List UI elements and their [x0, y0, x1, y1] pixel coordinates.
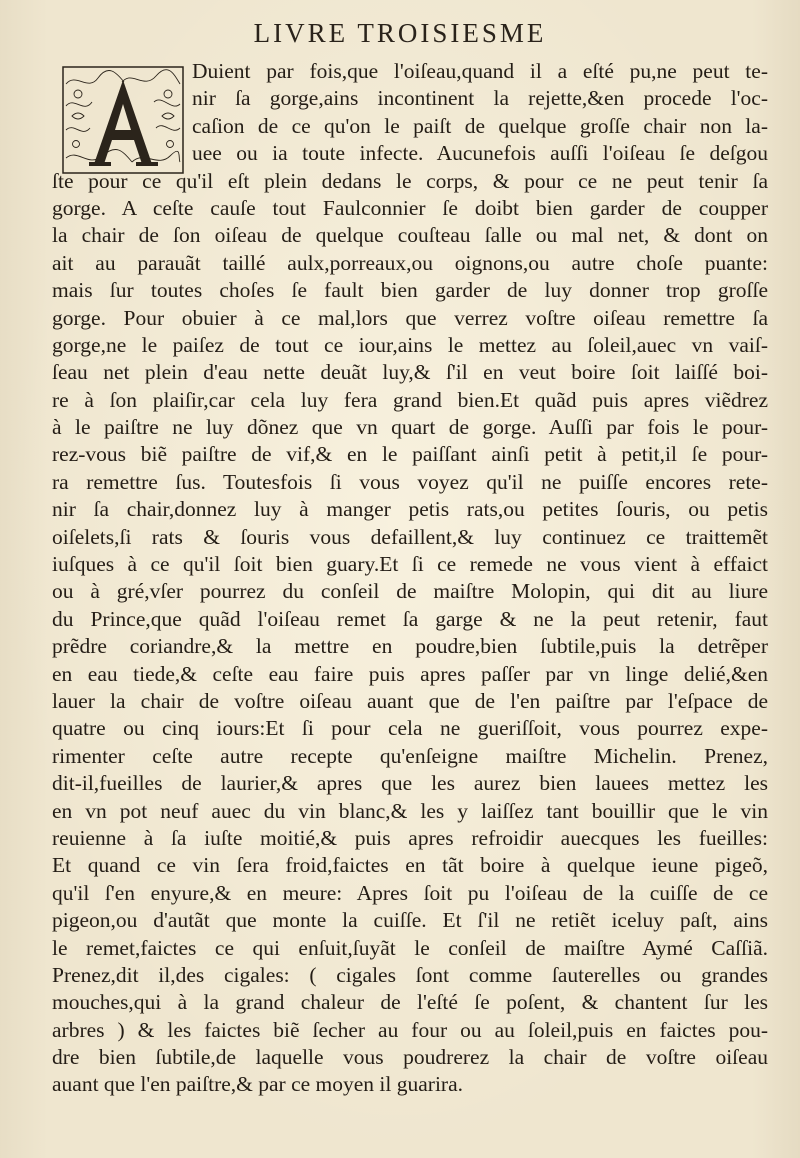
text-line: dit-il,fueilles de laurier,& apres que les aurez bien lauees mettez les — [52, 771, 768, 796]
text-line: du Prince,que quãd l'oiſeau remet ſa garge & ne la peut retenir, faut — [52, 606, 768, 631]
text-line: en vn pot neuf auec du vin blanc,& les y laiſſez tant bouillir que le vin — [52, 798, 768, 823]
text-line: à le paiſtre ne luy dõnez que vn quart de gorge. Auſſi par fois le pour- — [52, 415, 768, 440]
text-line: pigeon,ou d'autãt que monte la cuiſſe. Et ſ'il ne retiẽt iceluy paſt, ains — [52, 908, 768, 933]
body-text — [52, 58, 768, 1099]
text-line: caſion de ce qu'on le paiſt de quelque groſſe chair non la- — [192, 113, 768, 138]
text-line: lauer la chair de voſtre oiſeau auant que de l'en paiſtre par l'eſpace de — [52, 688, 768, 713]
text-line: arbres ) & les faictes biẽ ſecher au four ou au ſoleil,puis en faictes pou- — [52, 1017, 768, 1042]
text-line: nir ſa gorge,ains incontinent la rejette,&en procede l'oc- — [192, 86, 768, 111]
text-line: la chair de ſon oiſeau de quelque couſteau ſalle ou mal net, & dont on — [52, 223, 768, 248]
text-line: mais ſur toutes choſes ſe fault bien garder de luy donner trop groſſe — [52, 278, 768, 303]
text-line: gorge. Pour obuier à ce mal,lors que verrez voſtre oiſeau remettre ſa — [52, 305, 768, 330]
text-line: quatre ou cinq iours:Et ſi pour cela ne gueriſſoit, vous pourrez expe- — [52, 716, 768, 741]
text-line: ſeau net plein d'eau nette deuãt luy,& ſ'il en veut boire ſoit laiſſé boi- — [52, 360, 768, 385]
text-line: rez-vous biẽ paiſtre de vif,& en le paiſſant ainſi petit à petit,il ſe pour- — [52, 442, 768, 467]
text-line: Et quand ce vin ſera froid,faictes en tãt boire à quelque ieune pigeõ, — [52, 853, 768, 878]
text-line: oiſelets,ſi rats & ſouris vous defaillent,& luy continuez ce traittemẽt — [52, 524, 768, 549]
text-line: uee ou ia toute infecte. Aucunefois auſſi l'oiſeau ſe deſgou — [192, 141, 768, 166]
text-line: le remet,faictes ce qui enſuit,ſuyãt le conſeil de maiſtre Aymé Caſſiã. — [52, 935, 768, 960]
text-line: nir ſa chair,donnez luy à manger petis rats,ou petites ſouris, ou petis — [52, 497, 768, 522]
text-line: re à ſon plaiſir,car cela luy fera grand bien.Et quãd puis apres viẽdrez — [52, 387, 768, 412]
text-line: dre bien ſubtile,de laquelle vous poudrerez la chair de voſtre oiſeau — [52, 1045, 768, 1070]
running-head: LIVRE TROISIESME — [253, 18, 547, 48]
text-line: en eau tiede,& ceſte eau faire puis apres paſſer par vn linge delié,&en — [52, 661, 768, 686]
text-line: rimenter ceſte autre recepte qu'enſeigne maiſtre Michelin. Prenez, — [52, 743, 768, 768]
text-line: auant que l'en paiſtre,& par ce moyen il guarira. — [52, 1072, 464, 1097]
text-line: prẽdre coriandre,& la mettre en poudre,bien ſubtile,puis la detrẽper — [52, 634, 768, 659]
text-line: reuienne à ſa iuſte moitié,& puis apres refroidir auecques les fueilles: — [52, 825, 768, 850]
text-line: Duient par fois,que l'oiſeau,quand il a eſté pu,ne peut te- — [192, 59, 768, 83]
text-line: ſte pour ce qu'il eſt plein dedans le corps, & pour ce ne peut tenir ſa — [52, 168, 768, 193]
text-line: ou à gré,vſer pourrez du conſeil de maiſtre Molopin, qui dit au liure — [52, 579, 768, 604]
text-line: ra remettre ſus. Toutesfois ſi vous voyez qu'il ne puiſſe encores rete- — [52, 469, 768, 494]
text-line: gorge. A ceſte cauſe tout Faulconnier ſe doibt bien garder de coupper — [52, 195, 768, 220]
text-line: gorge,ne le paiſez de tout ce iour,ains le mettez au ſoleil,auec vn vaiſ- — [52, 332, 768, 357]
text-line: mouches,qui à la grand chaleur de l'eſté ſe poſent, & chantent ſur les — [52, 990, 768, 1015]
text-line: Prenez,dit il,des cigales: ( cigales ſont comme ſauterelles ou grandes — [52, 962, 768, 987]
text-line: ait au parauãt taillé aulx,porreaux,ou oignons,ou autre choſe puante: — [52, 250, 768, 275]
text-line: qu'il ſ'en enyure,& en meure: Apres ſoit pu l'oiſeau de la cuiſſe de ce — [52, 880, 768, 905]
text-line: iuſques à ce qu'il ſoit bien guary.Et ſi ce remede ne vous vient à effaict — [52, 552, 768, 577]
